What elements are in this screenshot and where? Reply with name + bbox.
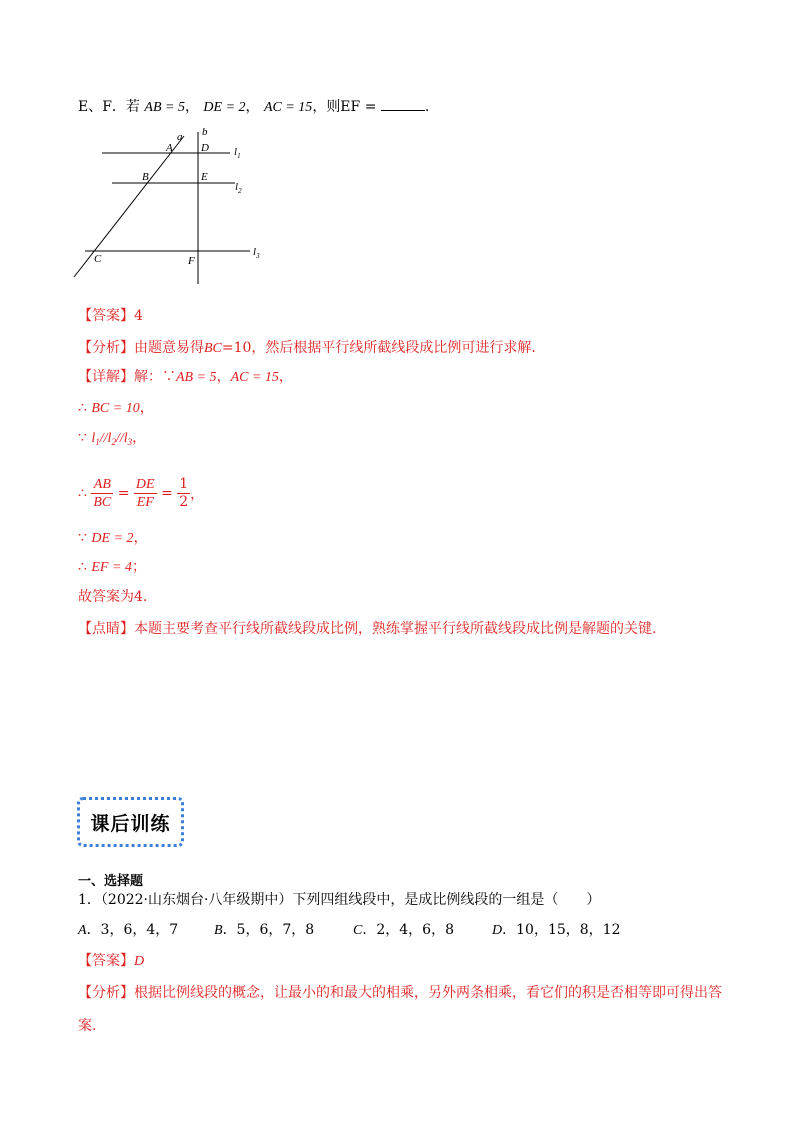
option-a[interactable]: A．3，6，4，7 (78, 922, 179, 938)
question-1-stem: 1．（2022·山东烟台·八年级期中）下列四组线段中，是成比例线段的一组是（ ） (78, 892, 601, 908)
conclusion-line (78, 587, 147, 607)
detail-ab: AB = 5 (176, 370, 217, 385)
comment-tag: 【点睛】 (78, 621, 134, 637)
detail-lead: 解：∵ (134, 369, 176, 385)
given-ab: AB = 5 (144, 100, 185, 115)
step-parallel (78, 428, 146, 452)
section-title: 课后训练 (90, 812, 171, 835)
analysis-line-1: 根据比例线段的概念，让最小的和最大的相乘，另外两条相乘，看它们的积是否相等即可得出答 (134, 985, 722, 1001)
option-c[interactable]: C．2，4，6，8 (353, 922, 454, 938)
detail-ac: AC = 15 (230, 370, 279, 385)
answer-tag: 【答案】 (78, 308, 134, 324)
analysis-bc: BC (204, 341, 222, 356)
answer-value: 4 (134, 308, 143, 324)
detail-tag: 【详解】 (78, 369, 134, 385)
step-bc (78, 398, 154, 419)
label-a: a (177, 131, 183, 143)
question-ask: 则EF = (326, 99, 377, 115)
step-ratio (78, 476, 204, 511)
option-b[interactable]: B．5，6，7，8 (214, 922, 315, 938)
step-ef-end: ； (131, 559, 146, 575)
therefore-mark: ∴ (78, 559, 87, 575)
step-de-expr: DE = 2 (91, 531, 134, 546)
parallel-lines-figure (70, 122, 270, 287)
line-a (74, 136, 184, 277)
answer-line (78, 306, 143, 326)
step-de-end: ， (133, 530, 148, 546)
detail-sep: ， (216, 369, 231, 385)
option-d[interactable]: D．10，15，8，12 (492, 922, 621, 938)
analysis-line (78, 338, 536, 359)
equals-sign: = (117, 485, 130, 502)
comment-text: 本题主要考查平行线所截线段成比例，熟练掌握平行线所截线段成比例是解题的关键. (134, 621, 657, 637)
label-l2: $l_2$ (235, 181, 242, 195)
step-bc-end: ， (139, 400, 154, 416)
fraction-de-ef: $\frac{DE}{EF}$ (135, 477, 155, 510)
problem-tail-line: E、F．若 AB = 5， DE = 2， AC = 15，则EF = . (78, 99, 430, 115)
answer-value: D (134, 954, 145, 969)
step-bc-expr: BC = 10 (91, 401, 140, 416)
section-title-box (77, 797, 184, 847)
problem-end: . (424, 99, 430, 115)
step-parallel-end: ， (132, 430, 147, 446)
parallel-expr: $l_1//l_2//l_3$ (91, 431, 133, 447)
label-l3: $l_3$ (253, 246, 260, 260)
analysis-tag: 【分析】 (78, 985, 134, 1001)
equals-sign: = (161, 485, 173, 502)
step-ef-expr: EF = 4 (91, 560, 132, 575)
analysis-tag: 【分析】 (78, 340, 134, 356)
detail-end: ， (278, 369, 293, 385)
label-l1: $l_1$ (234, 146, 241, 160)
step-ef (78, 557, 146, 578)
step-ratio-end: ， (190, 486, 205, 503)
fraction-one-half: $\frac{1}{2}$ (179, 476, 189, 510)
question-1-analysis (78, 983, 722, 1003)
given-de: DE = 2 (203, 100, 246, 115)
because-mark: ∵ (78, 430, 87, 446)
label-F: F (188, 255, 195, 267)
label-D: D (201, 142, 209, 154)
given-ac: AC = 15 (263, 100, 313, 115)
answer-tag: 【答案】 (78, 953, 134, 969)
label-b: b (202, 126, 208, 138)
question-1-answer (78, 951, 144, 972)
comment-line (78, 619, 656, 639)
because-mark: ∵ (78, 530, 87, 546)
detail-line (78, 367, 293, 388)
therefore-mark: ∴ (78, 400, 87, 416)
label-B: B (142, 171, 149, 183)
fraction-ab-bc: $\frac{AB}{BC}$ (93, 477, 112, 510)
analysis-text-after: =10，然后根据平行线所截线段成比例可进行求解. (221, 340, 536, 356)
problem-prefix: E、F．若 (78, 99, 140, 115)
question-1-analysis-cont: 案. (78, 1018, 97, 1034)
label-E: E (201, 171, 208, 183)
step-de (78, 528, 147, 549)
label-A: A (166, 142, 173, 154)
part-heading: 一、选择题 (78, 874, 144, 889)
analysis-text-before: 由题意易得 (134, 340, 204, 356)
therefore-mark: ∴ (78, 485, 87, 502)
label-C: C (94, 253, 102, 265)
answer-blank (381, 98, 425, 111)
conclusion-text: 故答案为4. (78, 589, 148, 605)
